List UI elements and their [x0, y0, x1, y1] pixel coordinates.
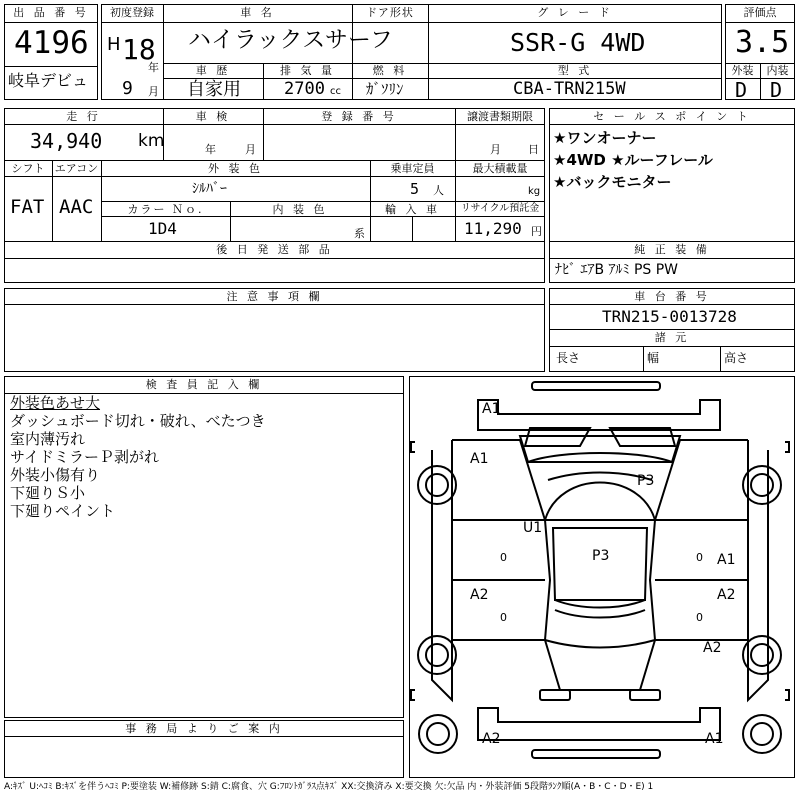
load-unit: kg — [528, 186, 541, 197]
mileage-unit: km — [138, 131, 165, 151]
exterior-color-label: 外 装 色 — [208, 162, 263, 175]
inspection-month-unit: 月 — [245, 143, 256, 156]
inspection-label: 車 検 — [195, 110, 231, 123]
damage-mark: A1 — [705, 731, 724, 747]
seating-capacity: 5 — [410, 180, 420, 198]
registration-month: 9 — [122, 78, 133, 99]
lot-number-label: 出 品 番 号 — [13, 6, 89, 19]
fuel-type: ｶﾞｿﾘﾝ — [366, 80, 404, 98]
color-number-label: カラー Ｎｏ. — [127, 203, 204, 216]
month-unit: 月 — [148, 85, 159, 98]
damage-mark: P3 — [592, 548, 610, 564]
exterior-grade-label: 外装 — [731, 64, 754, 77]
zero-mark: 0 — [696, 611, 703, 624]
inspector-note: 外装色あせ大 — [10, 394, 101, 412]
notes-label: 注 意 事 項 欄 — [226, 290, 323, 303]
inspector-note: サイドミラーＰ剥がれ — [10, 448, 159, 466]
inspection-year-unit: 年 — [205, 143, 216, 156]
inspector-note: 室内薄汚れ — [10, 430, 86, 448]
displacement-unit: cc — [330, 86, 341, 97]
model-code: CBA-TRN215W — [513, 79, 626, 99]
color-number: 1D4 — [148, 219, 177, 238]
zero-mark: 0 — [500, 551, 507, 564]
interior-grade-label: 内装 — [766, 64, 789, 77]
car-name: ハイラックスサーフ — [188, 27, 393, 53]
mileage-label: 走 行 — [66, 110, 101, 123]
damage-mark: P3 — [637, 473, 655, 489]
office-notice-label: 事 務 局 よ り ご 案 内 — [125, 722, 283, 735]
score-label: 評価点 — [743, 6, 777, 19]
zero-mark: 0 — [500, 611, 507, 624]
capacity-label: 乗車定員 — [390, 162, 435, 175]
interior-color-unit: 系 — [354, 227, 365, 240]
damage-mark: A2 — [703, 640, 722, 656]
inspector-notes-label: 検 査 員 記 入 欄 — [145, 378, 263, 391]
aircon-label: エアコン — [54, 162, 99, 175]
damage-mark: A2 — [470, 587, 489, 603]
year-unit: 年 — [148, 61, 159, 74]
recycle-fee: 11,290 — [464, 219, 522, 238]
aircon-type: AAC — [59, 196, 94, 218]
damage-mark: U1 — [523, 520, 543, 536]
width-label: 幅 — [647, 351, 660, 365]
sales-points-label: セ ー ル ス ポ イ ン ト — [593, 110, 751, 123]
inspector-note: ダッシュボード切れ・破れ、べたつき — [10, 412, 266, 430]
registration-year: 18 — [122, 33, 156, 66]
damage-mark: A2 — [717, 587, 736, 603]
import-car-label: 輸 入 車 — [385, 203, 440, 216]
later-parts-label: 後 日 発 送 部 品 — [216, 243, 333, 256]
inspector-note: 下廻りペイント — [10, 502, 116, 520]
damage-code-legend: A:ｷｽﾞ U:ﾍｺﾐ B:ｷｽﾞを伴うﾍｺﾐ P:要塗装 W:補修跡 S:錆 C:腐食、穴 G:ﾌﾛﾝﾄｶﾞﾗｽ点ｷｽﾞ XX:交換済み X:要交換 欠:欠品 内・外装評価 5段階ﾗﾝｸ順(A・B・C・D・E) 1 — [4, 782, 654, 792]
displacement: 2700 — [284, 79, 325, 99]
max-load-label: 最大積載量 — [472, 162, 528, 175]
auction-score: 3.5 — [735, 25, 790, 60]
shift-label: シフト — [11, 162, 45, 175]
sales-point-item: ★バックモニター — [553, 173, 672, 191]
recycle-fee-label: リサイクル預託金 — [460, 203, 540, 214]
model-label: 型 式 — [557, 64, 593, 77]
equipment-list: ﾅﾋﾞ ｴｱB ｱﾙﾐ PS PW — [555, 262, 679, 278]
damage-mark: A1 — [482, 401, 501, 417]
history-label: 車 歴 — [195, 64, 231, 77]
door-label: ドア形状 — [366, 6, 414, 19]
chassis-number-label: 車 台 番 号 — [634, 290, 710, 303]
height-label: 高さ — [724, 351, 749, 365]
era: H — [107, 34, 121, 55]
capacity-unit: 人 — [433, 184, 444, 197]
inspector-note: 外装小傷有り — [10, 466, 101, 484]
sales-point-item: ★4WD ★ルーフレール — [553, 151, 713, 169]
car-name-label: 車 名 — [240, 6, 275, 19]
grade: SSR-G 4WD — [510, 28, 646, 57]
fuel-label: 燃 料 — [372, 64, 408, 77]
recycle-fee-unit: 円 — [531, 225, 542, 238]
shift-type: FAT — [10, 196, 45, 218]
lot-number: 4196 — [14, 25, 89, 61]
inspector-note: 下廻りＳ小 — [10, 484, 86, 502]
first-registration-label: 初度登録 — [110, 6, 154, 19]
length-label: 長さ — [556, 351, 581, 365]
registration-number-label: 登 録 番 号 — [321, 110, 397, 123]
usage-history: 自家用 — [187, 79, 241, 100]
zero-mark: 0 — [696, 551, 703, 564]
displacement-label: 排 気 量 — [280, 64, 335, 77]
chassis-number: TRN215-0013728 — [602, 307, 737, 326]
damage-mark: A1 — [717, 552, 736, 568]
auction-site: 岐阜デビュ — [8, 71, 89, 90]
sales-point-item: ★ワンオーナー — [553, 129, 657, 147]
transfer-deadline-label: 譲渡書類期限 — [467, 110, 533, 123]
dimensions-label: 諸 元 — [654, 331, 690, 344]
exterior-color: ｼﾙﾊﾞｰ — [192, 181, 227, 197]
grade-label: グ レ ー ド — [537, 6, 613, 19]
equipment-label: 純 正 装 備 — [634, 243, 710, 256]
exterior-grade: D — [735, 78, 748, 102]
damage-mark: A2 — [482, 731, 501, 747]
interior-color-label: 内 装 色 — [272, 203, 328, 216]
transfer-day-unit: 日 — [528, 143, 539, 156]
mileage: 34,940 — [30, 129, 103, 153]
damage-mark: A1 — [470, 451, 489, 467]
interior-grade: D — [770, 78, 783, 102]
transfer-month-unit: 月 — [490, 143, 501, 156]
